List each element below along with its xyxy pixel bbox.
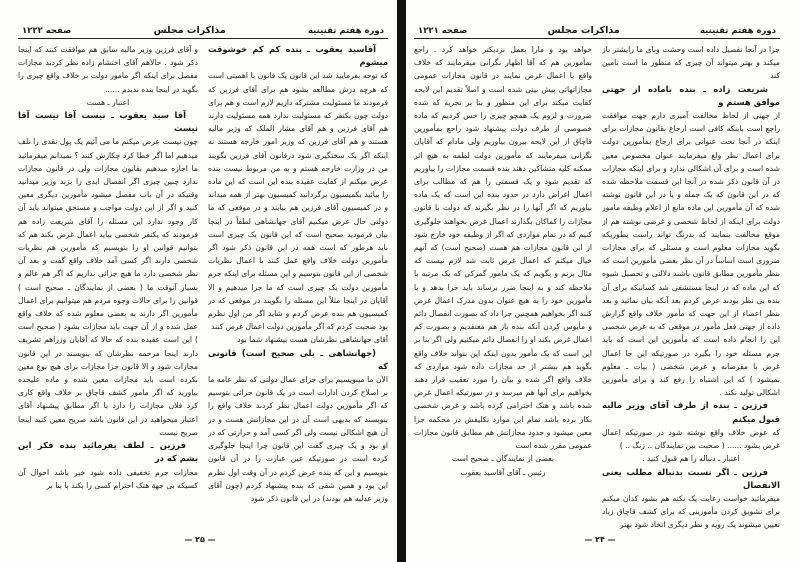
- centered-remark: رئیس ـ آقای آقاسید یعقوب: [460, 467, 546, 477]
- text-columns: [18, 43, 388, 533]
- column-right: [602, 43, 780, 533]
- page-number-label: صفحه ۱۲۲۱: [418, 26, 468, 36]
- speaker-paragraph: فرزین ـ بنده از طرف آقای وزیر مالیه قبول میکنم: [602, 400, 780, 424]
- speaker-paragraph: شریعت زاده ـ بنده باماده از جهتی موافق هستم و: [602, 83, 780, 107]
- centered-remark: بعضی از نمایندگان ـ صحیح است: [452, 454, 554, 464]
- session-label: دوره هفتم تقنینیه: [700, 26, 776, 36]
- page-1221: [400, 0, 800, 562]
- page-number-label: صفحه ۱۲۲۲: [22, 26, 72, 36]
- body-paragraph: که توجه بفرمایید شد این قانون یک قانون با اهمیتی است که هرچه درش مطالعه بشود هم برای آقای فرزین که فرمودند ما مسئولیت مشترکه داریم لازم است و هم برای دولت چون بکنفر که مسئولیت ندارد همه مسئولیت دارند هم آقای فرزین و هم آقای مشار الملک که وزیر مالیه هستند و هم آقای فرزین که وزیر امور خارجه هستند نه اینکه اگر یک سختگیری شود درقانون آقای فرزین بگویند من در وزارت خارجه هستم و به من مربوط نیست بنده عرض میکنم از کفایت عقیده بنده این است که این ماده را بیائید بکمیسیون برگردانید کمیسیون بهتر از همه میداند و در کمیسیون آقای فرزین هم بیایند و در موقعی که ما دولتی حال عرض میکنیم آقای جهانشاهی لطفاً در اینجا بیان فرمودید صحیح است که این قانون یک چیزی است باید هرطور که است همه در این قانون ذکر شود اگر مأمورین دولت خلاف واقع عمل کنند با اعمال نظریات شخصی از این قانون بتوسیم و این مسئله برای اینکه جرم مأمورین دولت یک چیزی است که ما جزا میدهیم و الا آقایان در اینجا مثلاً این مسئله را بگویند در موقعی که در کمیسیون هم بنده عرض کردم و شاید اگر من اول نظرم بود صحبت کردم که اگر مأمورین دولت اعمال غرض کنند: [208, 71, 388, 332]
- page-header: [18, 22, 388, 39]
- column-left: [414, 43, 592, 533]
- page-header: [414, 22, 780, 39]
- session-label: دوره هفتم تقنینیه: [308, 26, 384, 36]
- text-columns: [414, 43, 780, 533]
- page-footer-number: — ۲۴ —: [584, 535, 616, 544]
- body-paragraph: خواهد بود و مارا بعمل نزدیکتر خواهد کرد . راجع بمأمورین هم که آقا اظهار نگرانی میفرمایند که خلاف واقع یا اعمال غرض نمایند در قانون مجازات عمومی مجازاتهائی پیش بینی شده است و اصلاً تقدیم این لایحه کفایت میکند برای این منظور و بنا بر تجربه که شده ضرورت و لزوم یک همچو چیزی را حس کردیم که ماده خصوصی از طرف دولت پیشنهاد شود راجع بمأمورین قاچاق از این لایحه بیرون بیاوریم ولی مادام که آقایان نگرانی میفرمایند که مأمورین دولت لطمه به هیچ اثر ممکنه کلیه متشاکین دهند بنده قسمت مجازات را بیاوریم که تقدیم شود و یک قسمتی را هم که مطالب برای اعمال اغراض دارد در حدود بنده این است که یک ماده بیاوریم که اگر آنها را در نظر بگیرند که دولت با قانون مجازات را کماکان بگذارند اعمال غرض بخواهند جلوگیری کنیم که در تمام مواردی که اگر از وظیفه خود خارج شود از این قانون مجازات هم هست (صحیح است) که آنهم خیال میکنم که اعمال غرض ثابت شد لازم نیست که مثال بزنم و بگویم که یک مامور گمرکی که یک مرتبه یا ملاحظه کند و به اینجا ضرر برساند باید جزا بدهد و یا مأمورین خود را به هیچ عنوان بدون مدرک اعمال غرض کنند اگر بخواهیم همچنین جزا داد که بصورت انفصال دائم و مأیوس کردن آنکه بنده باز هم معتقدیم و بصورت کم اعمال غرض بکند او را انفصال دائم میکنیم ولی اگر بنا بر این است که یک مأمور بدون اینکه این بتواند خلاف واقع بگوید هم بیشتر از حد مجازات داده شود مواردی که خلاف واقع اگر شده و بیان را مورد تعقیب قرار دهند بخواهیم برای آنها هم میرسد و در سورتیکه اعمال غرض شده باشد و هتک احترامی کرده باشد و غرض شخصی بکار برده باشد تمام این موارد تکلیفش در محکمه جزا معین میشود و حدود مجازاتش هم مطابق قانون مجازات عمومی مقرر شده است: [414, 45, 592, 451]
- body-paragraph: چون نیست عرض میکنم ما می آئیم یک پول نقدی را تلف میدهیم اما اگر خطا کرد چکارش کنند ؟ نمیدانم میفرمائید ما اجازه میدهیم بقانون مجازات ولی در قانون مجازات ندارد چنین چیزی اگر انفصال ابدی را بزند وزیر میدانید وقتیکه در آن باب مفصل میشود مأمورین دیگری معین کنید و اگر از این دولت مواجب و مستحق میتواند باید آن کار وجود ندارد این مسئله را آقای شریعت زاده هم فرمودند که یکنفر شخصی بیاید اعمال غرض بکند هم که بتوانیم قوانین او را بنویسیم که مأمورین هم نظریات شخصی دارند اگر کسی آمد خلاف واقع گفت و بعد آن نظر شخصی دارد ما هیچ جزائی نداریم که اگر هم عالم و بسیار آنوقت ما ( بعضی از نمایندگان ـ صحیح است ) قوانین را برای حالات وجوه مردم هم میتوانیم برای اعمال مأمورین اگر دارند به بعضی معلوم شده که خلاف واقع عمل شده و از آن جهت باید مجازات بشود ( صحیح است ) این است عقیده بنده که حالا که آقایان وزراهم تشریف دارند اینجا مرحمه نظرشان که بنویسند در این قانون مجازات شود و الا قانون جزا مجازات برای هیچ نوع معین نکرده است باید مجازات معین شده و ماده علیحده بیاورید که اگر مامور کشف قاچاق بر خلاف واقع کاری کرد فلان مجازات را دارد با اگر مطابق پیشنهاد آقای اعتبار میخواهید در این قانون باشد صریح معین کنید اینجا صریح نیست: [18, 137, 198, 437]
- body-paragraph: و آقای فرزین وزیر مالیه سابق هم موافقت کنند که اینجا ذکر شود . حالاهم آقای احتشام زاده نظر کردند مجازات مفصل برای اینکه اگر مامور دولت بر خلاف واقع چیزی را بگوید در اینجا بنده ندیدم ......: [18, 45, 198, 94]
- body-paragraph: که عوض خلاف واقع نوشته شود در صورتیکه اعمال غرض بشود ...... ( صحبت بین نمایندگان .. زنگ .. ): [602, 427, 780, 451]
- column-right: [208, 43, 388, 533]
- body-paragraph: مجازات جرم تخفیفی داده شود خبر باشد احوال آن کسیکه بی جهة هتک احترام کسی را بکند با بنا بر: [18, 467, 198, 490]
- speaker-paragraph: فرزین ـ لطف بفرمائید بنده فکر این بشم که در: [18, 440, 198, 464]
- speaker-paragraph: فرزین ـ اگر نسبت بدنبالة مطلب یعنی الانفصال: [602, 466, 780, 490]
- publication-title: مذاکرات مجلس: [153, 25, 226, 36]
- body-paragraph: از جهتی از لحاظ مخالفت آمیزی دارم جهت موافقت راجع است باینکه کافی است ارجاع بقانون مجازات برای اینکه در آنجا تحت عنوانی برای ارجاع بمأمورین دولت برای اعمال نظر ولغ میفرمایند عنوان مخصوص معین شده است و برای آن اشکالی ندارد و برای اینکه مجازات در آن قانون ذکر شده در آنجا این قسمت ملاحظه شده که در این قانون که یک جمله و یا در این قانون نوشته شده که آن مأمورین این ماده مانع از اعلام وظیفه مامور دولت برای اینکه از لحاظ شخصی و غرضی نوشته هم از موقع مخالفت بنمایند که بدرنگ تواند راست بطوریکه بگوید مجازات معلوم است و مسئلی که برای مجازات ضروری است اساساً در آن نظر بعضی مأمورین است که بنظر مأمورین مطابق قانون باشند دلالتی و تحصیل شیوه که این ماده که در اینجا مستشفی شد کسانیکه برای آن بنده بی نظر بودند عرض کردم بعد آنکه بیان نمائید و بعد بنظر اعضاء از این جهت که مأمور خلاف واقع گزارش داده از جهتی فعل مأمور در موقعی که به غرض شخصی این را انجام داده است که مأمورین این است که باید جرم مسئله خود را بگیرد در صورتیکه این جا اعمال غرض با مفرضانه و غرض شخصی ( بیات ـ معلوم نمیشود ) که این اشتباه را رفع کند و برای مأمورین اشکالی تولید نکند .: [602, 111, 780, 398]
- speaker-paragraph: آقا سید یعقوب ـ نیست آقا نیست آقا نیست: [18, 110, 198, 134]
- speaker-paragraph: (جهانشاهی ـ بلی صحیح است) قانونی که: [208, 347, 388, 371]
- centered-remark: اعتبار ـ هست: [86, 97, 130, 107]
- publication-title: مذاکرات مجلس: [547, 25, 620, 36]
- page-footer-number: — ۲۵ —: [184, 535, 216, 544]
- centered-remark: اعتبار ـ دنباله را هم قبول کنید .: [642, 454, 740, 464]
- column-left: [18, 43, 198, 533]
- body-paragraph: آقای جهانشاهی نظرشان هست بیشنهاد شما بود: [237, 335, 388, 345]
- speaker-paragraph: آقاسید یعقوب ـ بنده کم کم خوشوقت میشوم: [208, 44, 388, 68]
- body-paragraph: الآن ما مینویسیم برای جزای عمال دولتی که نظر عامه ما بر اصلاح کردن ادارات است در یک قانون جزائی بتوسیم که اگر مأمورین دولت اعمال نظر کردند خلاف واقع را بنویسند که بدیهی است آن در این مجازاتش هست و در آن هیچ اشکالی نیست ولی اگر کسی آمد و حرارتی که در او بود و یک چیزی گفت این قانون چرا اینجا جلوگیری کرده است در صورتیکه عین عبارت را در آن قانون بنویسیم و این که بنده عرض کردم در آن وقت اول نظرم این بود و همین شقی که بنده پیشنهاد کردم (چون آقای وزیر عدلیه هم بودند) در این قانون ذکر شود: [208, 375, 388, 503]
- body-paragraph: جزا در آنجا تفصیل داده است وحشت وبای ما رایشتر باز میکند و بهتر میتواند آن چیزی که منظور ما است تامین کند: [602, 45, 780, 81]
- body-paragraph: میفرمائید خواست رعایت یک نکته هم بشود کدان میکنم برای تشویق کردن مأمورینی که برای کشف قاچاق زیاد تعیین میشوند یک رویه و نظر دیگری اتخاذ شود بهتر: [602, 493, 780, 530]
- book-gutter: [397, 0, 406, 562]
